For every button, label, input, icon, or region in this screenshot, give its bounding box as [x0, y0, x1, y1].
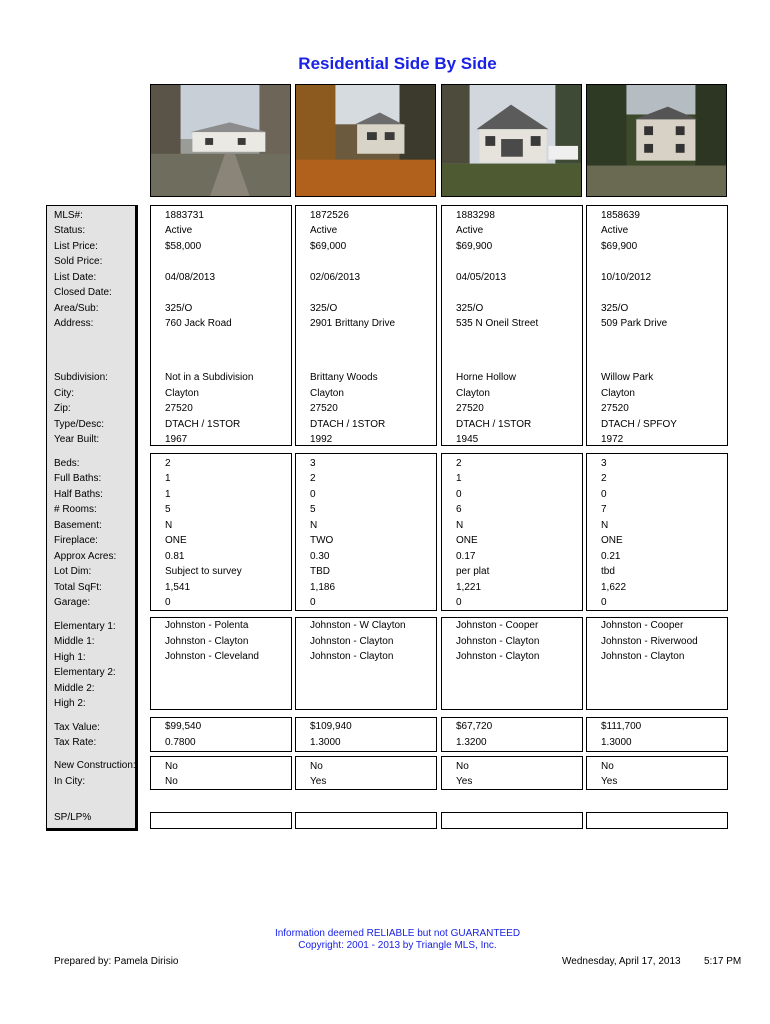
- listing-4-new-construction: No: [601, 761, 614, 772]
- listing-4-schools-box: [586, 617, 728, 710]
- label-elem2: Elementary 2:: [54, 667, 116, 678]
- listing-4-basic-box: [586, 205, 728, 446]
- label-status: Status:: [54, 225, 86, 236]
- copyright-text: Copyright: 2001 - 2013 by Triangle MLS, Inc.: [298, 940, 497, 951]
- report-date: Wednesday, April 17, 2013: [562, 956, 681, 967]
- listing-1-city-box: [150, 756, 292, 790]
- listing-3-status: Active: [456, 225, 484, 236]
- label-basement: Basement:: [54, 520, 102, 531]
- listing-3-acres: 0.17: [456, 551, 476, 562]
- listing-3-subdivision: Horne Hollow: [456, 372, 517, 383]
- listing-3-garage: 0: [456, 597, 462, 608]
- listing-4-tax-value: $111,700: [601, 721, 642, 732]
- listing-4-fireplace: ONE: [601, 535, 623, 546]
- listing-3-half-baths: 0: [456, 489, 462, 500]
- listing-3-tax-rate: 1.3200: [456, 737, 487, 748]
- listing-4-address: 509 Park Drive: [601, 318, 668, 329]
- label-elem1: Elementary 1:: [54, 621, 116, 632]
- listing-2-schools-box: [295, 617, 437, 710]
- listing-2-elem1: Johnston - W Clayton: [310, 620, 406, 631]
- listing-4-mls: 1858639: [601, 210, 640, 221]
- label-in-city: In City:: [54, 776, 86, 787]
- listing-2-year: 1992: [310, 434, 333, 445]
- listing-4-type: DTACH / SPFOY: [601, 419, 677, 430]
- listing-2-lot: TBD: [310, 566, 330, 577]
- listing-1-sqft: 1,541: [165, 582, 191, 593]
- listing-2-features-box: [295, 453, 437, 611]
- label-mls: MLS#:: [54, 210, 83, 221]
- listing-2-middle1: Johnston - Clayton: [310, 636, 394, 647]
- listing-1-full-baths: 1: [165, 473, 171, 484]
- listing-4-area: 325/O: [601, 303, 629, 314]
- page-title: Residential Side By Side: [298, 54, 497, 73]
- listing-4-tax-box: [586, 717, 728, 752]
- listing-2-fireplace: TWO: [310, 535, 334, 546]
- listing-1-rooms: 5: [165, 504, 171, 515]
- listing-4-high1: Johnston - Clayton: [601, 651, 685, 662]
- listing-2-tax-value: $109,940: [310, 721, 352, 732]
- listing-3-type: DTACH / 1STOR: [456, 419, 532, 430]
- listing-4-elem1: Johnston - Cooper: [601, 620, 684, 631]
- listing-1-city: Clayton: [165, 388, 199, 399]
- listing-1-zip: 27520: [165, 403, 193, 414]
- listing-3-tax-value: $67,720: [456, 721, 493, 732]
- listing-2-beds: 3: [310, 458, 316, 469]
- listing-1-year: 1967: [165, 434, 188, 445]
- listing-4-features-box: [586, 453, 728, 611]
- listing-2-basic-box: [295, 205, 437, 446]
- listing-1-tax-rate: 0.7800: [165, 737, 196, 748]
- label-closed-date: Closed Date:: [54, 287, 112, 298]
- listing-2-tax-box: [295, 717, 437, 752]
- listing-2-subdivision: Brittany Woods: [310, 372, 378, 383]
- listing-1-lot: Subject to survey: [165, 566, 242, 577]
- listing-1-high1: Johnston - Cleveland: [165, 651, 259, 662]
- listing-1-tax-value: $99,540: [165, 721, 202, 732]
- listing-4-sqft: 1,622: [601, 582, 627, 593]
- listing-2-list-price: $69,000: [310, 241, 347, 252]
- label-splp: SP/LP%: [54, 812, 92, 823]
- listing-1-splp-box: [150, 812, 292, 829]
- label-city: City:: [54, 388, 74, 399]
- listing-3-features-box: [441, 453, 583, 611]
- listing-4-beds: 3: [601, 458, 607, 469]
- label-full-baths: Full Baths:: [54, 473, 102, 484]
- listing-1-beds: 2: [165, 458, 171, 469]
- listing-3-elem1: Johnston - Cooper: [456, 620, 539, 631]
- listing-2-half-baths: 0: [310, 489, 316, 500]
- label-middle1: Middle 1:: [54, 636, 95, 647]
- listing-3-beds: 2: [456, 458, 462, 469]
- listing-2-address: 2901 Brittany Drive: [310, 318, 396, 329]
- label-zip: Zip:: [54, 403, 71, 414]
- listing-2-area: 325/O: [310, 303, 338, 314]
- listing-2-type: DTACH / 1STOR: [310, 419, 386, 430]
- listing-2-tax-rate: 1.3000: [310, 737, 341, 748]
- listing-2-city-box: [295, 756, 437, 790]
- label-half-baths: Half Baths:: [54, 489, 103, 500]
- label-subdivision: Subdivision:: [54, 372, 108, 383]
- listing-4-year: 1972: [601, 434, 624, 445]
- listing-3-mls: 1883298: [456, 210, 495, 221]
- listing-4-garage: 0: [601, 597, 607, 608]
- listing-4-in-city: Yes: [601, 776, 618, 787]
- listing-3-year: 1945: [456, 434, 479, 445]
- listing-1-elem1: Johnston - Polenta: [165, 620, 249, 631]
- listing-3-high1: Johnston - Clayton: [456, 651, 540, 662]
- listing-1-area: 325/O: [165, 303, 193, 314]
- label-high2: High 2:: [54, 698, 86, 709]
- listing-2-sqft: 1,186: [310, 582, 336, 593]
- label-high1: High 1:: [54, 652, 86, 663]
- label-tax-rate: Tax Rate:: [54, 737, 97, 748]
- listing-1-garage: 0: [165, 597, 171, 608]
- label-rooms: # Rooms:: [54, 504, 97, 515]
- listing-4-half-baths: 0: [601, 489, 607, 500]
- listing-2-high1: Johnston - Clayton: [310, 651, 394, 662]
- listing-4-subdivision: Willow Park: [601, 372, 654, 383]
- label-fireplace: Fireplace:: [54, 535, 98, 546]
- listing-4-city: Clayton: [601, 388, 635, 399]
- listing-3-schools-box: [441, 617, 583, 710]
- listing-4-splp-box: [586, 812, 728, 829]
- listing-4-lot: tbd: [601, 566, 615, 577]
- listing-1-middle1: Johnston - Clayton: [165, 636, 249, 647]
- listing-4-tax-rate: 1.3000: [601, 737, 632, 748]
- listing-4-list-price: $69,900: [601, 241, 638, 252]
- listing-1-in-city: No: [165, 776, 178, 787]
- listing-1-acres: 0.81: [165, 551, 185, 562]
- label-sold-price: Sold Price:: [54, 256, 103, 267]
- listing-1-fireplace: ONE: [165, 535, 187, 546]
- label-year: Year Built:: [54, 434, 100, 445]
- listing-photo-3: [441, 84, 582, 197]
- label-type: Type/Desc:: [54, 419, 105, 430]
- listing-1-mls: 1883731: [165, 210, 204, 221]
- listing-4-rooms: 7: [601, 504, 607, 515]
- listing-1-basement: N: [165, 520, 173, 531]
- listing-2-zip: 27520: [310, 403, 338, 414]
- label-new-construction: New Construction:: [54, 760, 136, 771]
- label-garage: Garage:: [54, 597, 91, 608]
- listing-2-new-construction: No: [310, 761, 323, 772]
- listing-3-rooms: 6: [456, 504, 462, 515]
- listing-4-list-date: 10/10/2012: [601, 272, 652, 283]
- listing-3-in-city: Yes: [456, 776, 473, 787]
- listing-2-city: Clayton: [310, 388, 344, 399]
- listing-2-basement: N: [310, 520, 318, 531]
- label-list-price: List Price:: [54, 241, 98, 252]
- listing-3-basement: N: [456, 520, 464, 531]
- label-tax-value: Tax Value:: [54, 722, 100, 733]
- label-lot: Lot Dim:: [54, 566, 92, 577]
- listing-1-basic-box: [150, 205, 292, 446]
- listing-4-acres: 0.21: [601, 551, 621, 562]
- label-middle2: Middle 2:: [54, 683, 95, 694]
- listing-1-features-box: [150, 453, 292, 611]
- listing-3-splp-box: [441, 812, 583, 829]
- label-list-date: List Date:: [54, 272, 97, 283]
- listing-photo-1: [150, 84, 291, 197]
- listing-1-address: 760 Jack Road: [165, 318, 232, 329]
- label-address: Address:: [54, 318, 94, 329]
- listing-1-status: Active: [165, 225, 193, 236]
- listing-1-list-price: $58,000: [165, 241, 202, 252]
- listing-photo-4: [586, 84, 727, 197]
- listing-3-lot: per plat: [456, 566, 490, 577]
- listing-2-mls: 1872526: [310, 210, 349, 221]
- field-labels-column: [46, 205, 138, 831]
- listing-3-zip: 27520: [456, 403, 484, 414]
- listing-2-acres: 0.30: [310, 551, 330, 562]
- listing-3-fireplace: ONE: [456, 535, 478, 546]
- listing-2-splp-box: [295, 812, 437, 829]
- listing-2-garage: 0: [310, 597, 316, 608]
- listing-3-basic-box: [441, 205, 583, 446]
- listing-3-city: Clayton: [456, 388, 490, 399]
- listing-2-rooms: 5: [310, 504, 316, 515]
- listing-4-city-box: [586, 756, 728, 790]
- listing-3-sqft: 1,221: [456, 582, 482, 593]
- listing-4-full-baths: 2: [601, 473, 607, 484]
- listing-3-address: 535 N Oneil Street: [456, 318, 539, 329]
- listing-1-type: DTACH / 1STOR: [165, 419, 241, 430]
- listing-4-zip: 27520: [601, 403, 629, 414]
- listing-3-city-box: [441, 756, 583, 790]
- listing-4-basement: N: [601, 520, 609, 531]
- listing-3-middle1: Johnston - Clayton: [456, 636, 540, 647]
- listing-1-tax-box: [150, 717, 292, 752]
- listing-4-middle1: Johnston - Riverwood: [601, 636, 698, 647]
- listing-3-list-price: $69,900: [456, 241, 493, 252]
- label-beds: Beds:: [54, 458, 80, 469]
- disclaimer-text: Information deemed RELIABLE but not GUARANTEED: [274, 928, 521, 939]
- report-time: 5:17 PM: [704, 956, 742, 967]
- listing-photo-2: [295, 84, 436, 197]
- listing-2-list-date: 02/06/2013: [310, 272, 361, 283]
- listing-1-new-construction: No: [165, 761, 178, 772]
- listing-2-full-baths: 2: [310, 473, 316, 484]
- listing-4-status: Active: [601, 225, 629, 236]
- listing-1-list-date: 04/08/2013: [165, 272, 216, 283]
- prepared-by: Prepared by: Pamela Dirisio: [54, 956, 179, 967]
- listing-2-status: Active: [310, 225, 338, 236]
- listing-1-schools-box: [150, 617, 292, 710]
- listing-3-full-baths: 1: [456, 473, 462, 484]
- label-acres: Approx Acres:: [54, 551, 117, 562]
- listing-3-list-date: 04/05/2013: [456, 272, 507, 283]
- listing-2-in-city: Yes: [310, 776, 327, 787]
- listing-3-new-construction: No: [456, 761, 469, 772]
- label-sqft: Total SqFt:: [54, 582, 102, 593]
- label-area: Area/Sub:: [54, 303, 99, 314]
- listing-3-tax-box: [441, 717, 583, 752]
- listing-1-half-baths: 1: [165, 489, 171, 500]
- listing-1-subdivision: Not in a Subdivision: [165, 372, 254, 383]
- listing-3-area: 325/O: [456, 303, 484, 314]
